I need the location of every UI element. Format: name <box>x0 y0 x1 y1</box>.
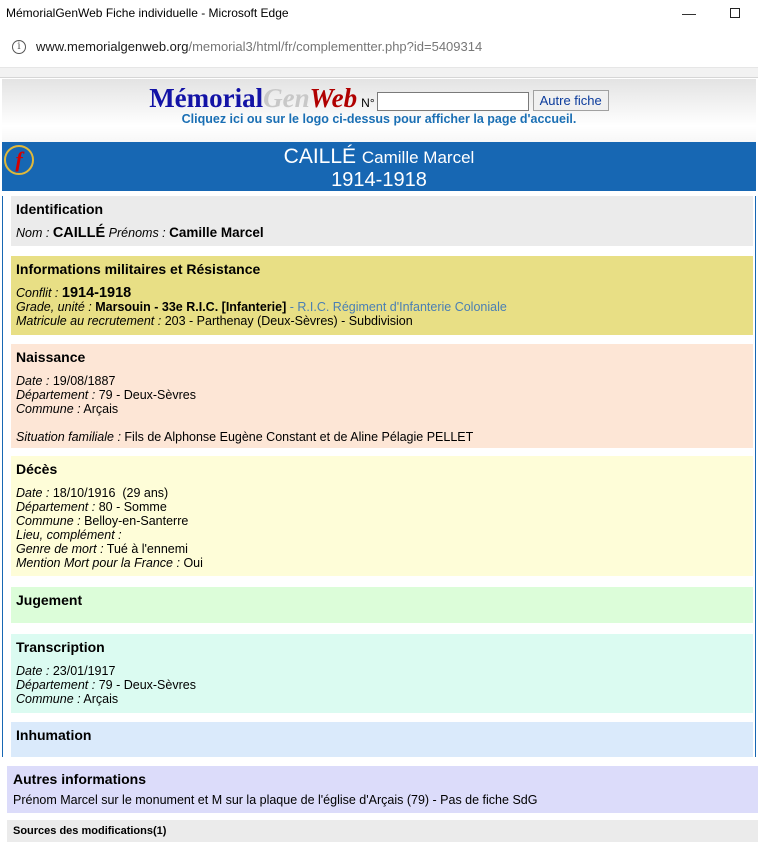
death-date-line <box>16 486 747 500</box>
transcription-commune-line <box>16 692 747 706</box>
minimize-button[interactable] <box>666 0 712 26</box>
family-line <box>16 430 747 444</box>
prenoms-value: Camille Marcel <box>169 225 264 240</box>
info-icon[interactable]: i <box>12 40 26 54</box>
death-type-line <box>16 542 747 556</box>
matricule-label: Matricule au recrutement : <box>16 314 162 328</box>
genre-label: Genre de mort : <box>16 542 104 556</box>
section-birth <box>11 344 753 448</box>
conflit-label: Conflit : <box>16 286 59 300</box>
death-date: 18/10/1916 (29 ans) <box>52 486 169 500</box>
commune-label: Commune : <box>16 402 81 416</box>
maximize-button[interactable] <box>712 0 758 26</box>
birth-commune-line <box>16 402 747 416</box>
other-record-button[interactable]: Autre fiche <box>533 90 609 111</box>
transcription-commune: Arçais <box>83 692 119 706</box>
toolbar-gap <box>0 68 758 78</box>
conflict-line <box>16 286 747 300</box>
transcription-dept: 79 - Deux-Sèvres <box>98 678 196 692</box>
situation-label: Situation familiale : <box>16 430 121 444</box>
site-logo[interactable] <box>149 83 357 114</box>
death-type: Tué à l'ennemi <box>106 542 188 556</box>
death-dept: 80 - Somme <box>98 500 167 514</box>
death-commune-line <box>16 514 747 528</box>
url-host[interactable]: www.memorialgenweb.org <box>36 39 189 54</box>
birth-date-line <box>16 374 747 388</box>
dept-label: Département : <box>16 500 96 514</box>
date-label: Date : <box>16 486 50 500</box>
spacer <box>16 416 747 430</box>
logo-part-gen[interactable]: Gen <box>263 83 310 113</box>
family-situation: Fils de Alphonse Eugène Constant et de Aline Pélagie PELLET <box>124 430 474 444</box>
commune-label: Commune : <box>16 514 81 528</box>
transcription-date-line <box>16 664 747 678</box>
logo-row <box>2 83 756 114</box>
person-conflict-years: 1914-1918 <box>331 169 427 191</box>
section-sources[interactable] <box>7 820 758 842</box>
sources-title[interactable]: Sources des modifications(1) <box>13 825 167 837</box>
section-title: Inhumation <box>16 727 92 743</box>
facebook-icon[interactable]: f <box>4 145 34 175</box>
lieu-label: Lieu, complément : <box>16 528 122 542</box>
home-link[interactable]: Cliquez ici ou sur le logo ci-dessus pour afficher la page d'accueil. <box>181 112 577 126</box>
matricule-line <box>16 314 747 328</box>
logo-part-web[interactable]: Web <box>309 83 358 113</box>
section-title: Naissance <box>16 349 86 365</box>
person-surname: CAILLÉ <box>283 145 357 168</box>
window-titlebar <box>0 0 758 26</box>
death-place-line <box>16 528 747 542</box>
logo-part-memorial[interactable]: Mémorial <box>149 83 264 113</box>
person-firstnames: Camille Marcel <box>361 148 475 167</box>
person-banner <box>2 142 756 191</box>
date-label: Date : <box>16 664 50 678</box>
conflit-value: 1914-1918 <box>61 285 132 301</box>
mention-value: Oui <box>183 556 203 570</box>
section-identification <box>11 196 753 246</box>
mention-line <box>16 556 747 570</box>
mention-label: Mention Mort pour la France : <box>16 556 180 570</box>
nom-value: CAILLÉ <box>52 225 106 241</box>
birth-dept: 79 - Deux-Sèvres <box>98 388 196 402</box>
section-death <box>11 456 753 576</box>
matricule-value: 203 - Parthenay (Deux-Sèvres) - Subdivision <box>164 314 413 328</box>
dept-label: Département : <box>16 388 96 402</box>
page-content <box>0 79 758 842</box>
window-title: MémorialGenWeb Fiche individuelle - Microsoft Edge <box>6 6 289 20</box>
section-burial <box>11 722 753 757</box>
section-title: Autres informations <box>13 771 147 787</box>
death-commune: Belloy-en-Santerre <box>84 514 189 528</box>
dept-label: Département : <box>16 678 96 692</box>
prenoms-label: Prénoms : <box>108 226 166 240</box>
death-dept-line <box>16 500 747 514</box>
grade-value: Marsouin - 33e R.I.C. [Infanterie] <box>95 300 287 314</box>
section-title: Transcription <box>16 639 105 655</box>
grade-line <box>16 300 747 314</box>
section-title: Identification <box>16 201 104 217</box>
section-title: Informations militaires et Résistance <box>16 261 261 277</box>
transcription-dept-line <box>16 678 747 692</box>
birth-dept-line <box>16 388 747 402</box>
record-number-input[interactable] <box>377 92 529 111</box>
transcription-date: 23/01/1917 <box>52 664 116 678</box>
section-title: Jugement <box>16 592 83 608</box>
record-body <box>2 196 756 757</box>
nom-label: Nom : <box>16 226 50 240</box>
number-label: N° <box>361 96 375 110</box>
section-other-info <box>7 766 758 813</box>
section-transcription <box>11 634 753 713</box>
address-bar[interactable] <box>0 26 758 68</box>
url-path[interactable]: /memorial3/html/fr/complementter.php?id=5409314 <box>188 39 483 54</box>
birth-commune: Arçais <box>83 402 119 416</box>
section-judgement <box>11 587 753 623</box>
maximize-icon <box>730 8 740 18</box>
commune-label: Commune : <box>16 692 81 706</box>
site-header <box>2 79 756 142</box>
minimize-icon: — <box>682 5 696 21</box>
window-controls <box>666 0 758 26</box>
regiment-link[interactable]: - R.I.C. Régiment d'Infanterie Coloniale <box>289 300 507 314</box>
section-military <box>11 256 753 335</box>
date-label: Date : <box>16 374 50 388</box>
section-title: Décès <box>16 461 58 477</box>
birth-date: 19/08/1887 <box>52 374 116 388</box>
name-line <box>16 226 747 240</box>
person-name <box>2 142 756 169</box>
other-info-text: Prénom Marcel sur le monument et M sur la plaque de l'église d'Arçais (79) - Pas de fiche SdG <box>13 793 538 807</box>
grade-label: Grade, unité : <box>16 300 92 314</box>
